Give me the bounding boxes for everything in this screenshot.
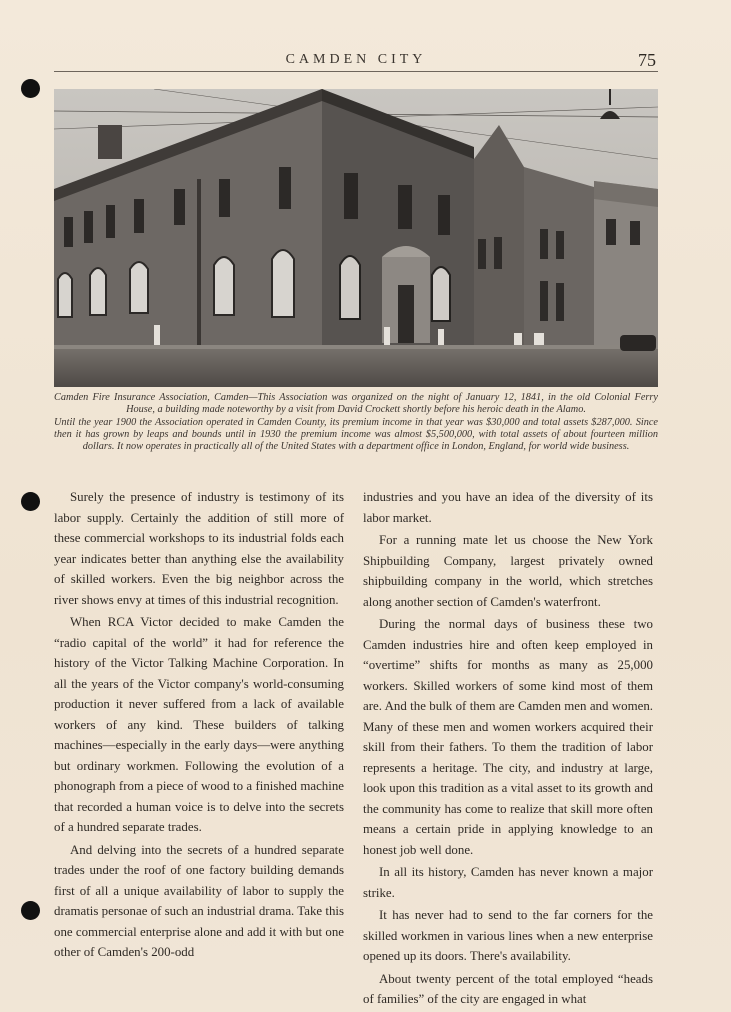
body-paragraph: When RCA Victor decided to make Camden the “radio capital of the world” it had for reference the history of the Victor Talking Machine Corporation. In all the years of the Victor company's world-consuming production it never suffered from a lack of available workers of any kind. These builders of talking machines—especially in the early days—were anything but ordinary workmen. Following the evolution of a phonograph from a piece of wood to a finished machine that recorded a human voice is to delve into the secrets of a hundred separate trades.	[54, 615, 344, 834]
body-paragraph: Surely the presence of industry is testimony of its labor supply. Certainly the addition of still more of these commercial workshops to its industrial folds each year indicates better than anything else the availability of skilled workers. Even the big neighbor across the river shows envy at times of this industrial recognition.	[54, 490, 344, 607]
body-paragraph: industries and you have an idea of the diversity of its labor market.	[363, 490, 653, 525]
body-paragraph: For a running mate let us choose the New York Shipbuilding Company, largest privately owned shipbuilding company in the world, which stretches along another section of Camden's waterfront.	[363, 533, 653, 609]
body-paragraph: About twenty percent of the total employed “heads of families” of the city are engaged in what	[363, 971, 653, 1006]
caption-paragraph: Camden Fire Insurance Association, Camden—This Association was organized on the night of January 12, 1841, in the old Colonial Ferry House, a building made noteworthy by a visit from David Crockett shortly before his heroic death in the Alamo.	[54, 392, 658, 416]
punch-hole-bottom	[21, 901, 40, 920]
body-paragraph: And delving into the secrets of a hundred separate trades under the roof of one factory building demands first of all a unique availability of labor to supply the dramatis personae of such an industrial drama. Take this one commercial enterprise alone and add it with but one other of Camden's 200-odd	[54, 842, 344, 959]
building-photograph	[54, 89, 658, 387]
left-text-column	[54, 487, 344, 965]
running-header	[54, 51, 658, 72]
body-paragraph: In all its history, Camden has never known a major strike.	[363, 865, 653, 900]
punch-hole-top	[21, 79, 40, 98]
photo-caption	[54, 392, 658, 453]
running-title: CAMDEN CITY	[285, 52, 427, 67]
body-paragraph: During the normal days of business these two Camden industries hire and often keep employed in “overtime” shifts for months as many as 25,000 workers. Skilled workers of some kind most of them are. And the bulk of them are Camden men and women. Many of these men and women workers acquired their skill from their fathers. To them the tradition of labor represents a heritage. The city, and industry at large, look upon this tradition as a vital asset to its growth and the community has come to realize that skill more often means a certain pride in applying knowledge to an honest job well done.	[363, 617, 653, 857]
page-number: 75	[638, 50, 656, 70]
caption-paragraph: Until the year 1900 the Association operated in Camden County, its premium income in that year was $30,000 and total assets $287,000. Since then it has grown by leaps and bounds until in 1930 the premium income was almost $5,500,000, with total assets of about fourteen million dollars. It now operates in practically all of the United States with a department office in London, England, for world wide business.	[54, 416, 658, 453]
punch-hole-middle	[21, 492, 40, 511]
body-paragraph: It has never had to send to the far corners for the skilled workmen in various lines when a new enterprise opened up its doors. There's availability.	[363, 908, 653, 963]
right-text-column	[363, 487, 653, 1012]
